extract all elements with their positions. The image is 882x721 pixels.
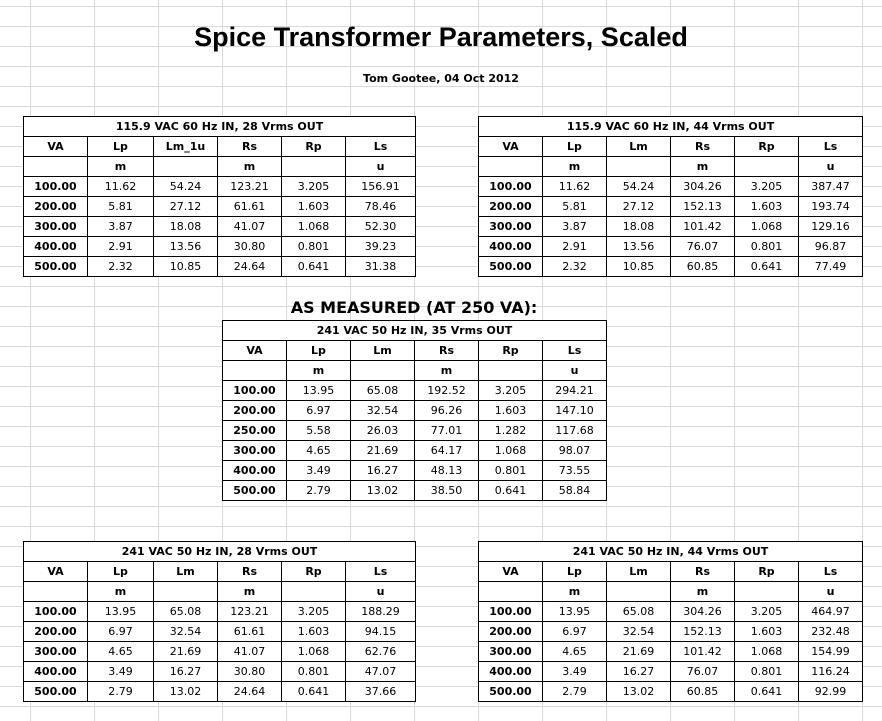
value-cell: 32.54 — [351, 401, 415, 421]
table-row — [24, 682, 416, 702]
column-header: Ls — [346, 562, 416, 582]
table-row — [479, 642, 863, 662]
value-cell: 60.85 — [671, 682, 735, 702]
value-cell: 41.07 — [218, 642, 282, 662]
units-row — [24, 582, 416, 602]
value-cell: 2.79 — [88, 682, 154, 702]
value-cell: 16.27 — [607, 662, 671, 682]
value-cell: 0.801 — [735, 662, 799, 682]
value-cell: 2.91 — [543, 237, 607, 257]
value-cell: 3.87 — [543, 217, 607, 237]
value-cell: 65.08 — [154, 602, 218, 622]
value-cell: 58.84 — [543, 481, 607, 501]
value-cell: 6.97 — [88, 622, 154, 642]
value-cell: 48.13 — [415, 461, 479, 481]
unit-cell: m — [543, 157, 607, 177]
measured-heading: AS MEASURED (AT 250 VA): — [290, 298, 538, 317]
value-cell: 3.205 — [735, 177, 799, 197]
value-cell: 41.07 — [218, 217, 282, 237]
column-header: Lp — [287, 341, 351, 361]
column-header: Rp — [282, 562, 346, 582]
value-cell: 54.24 — [154, 177, 218, 197]
value-cell: 96.87 — [799, 237, 863, 257]
header-row — [479, 562, 863, 582]
table-row — [24, 602, 416, 622]
value-cell: 101.42 — [671, 217, 735, 237]
table-row — [24, 642, 416, 662]
value-cell: 10.85 — [607, 257, 671, 277]
value-cell: 123.21 — [218, 602, 282, 622]
unit-cell — [735, 582, 799, 602]
value-cell: 1.282 — [479, 421, 543, 441]
va-cell: 500.00 — [479, 682, 543, 702]
column-header: Lm_1u — [154, 137, 218, 157]
column-header: Lm — [351, 341, 415, 361]
column-header: VA — [24, 137, 88, 157]
params-table-115v-44v — [478, 116, 863, 277]
value-cell: 1.603 — [282, 622, 346, 642]
va-cell: 500.00 — [479, 257, 543, 277]
value-cell: 0.641 — [479, 481, 543, 501]
value-cell: 116.24 — [799, 662, 863, 682]
value-cell: 26.03 — [351, 421, 415, 441]
value-cell: 77.49 — [799, 257, 863, 277]
value-cell: 94.15 — [346, 622, 416, 642]
column-header: VA — [479, 137, 543, 157]
table-row — [24, 197, 416, 217]
va-cell: 400.00 — [479, 662, 543, 682]
value-cell: 4.65 — [543, 642, 607, 662]
table-row — [24, 177, 416, 197]
page-title: Spice Transformer Parameters, Scaled — [194, 22, 688, 52]
value-cell: 21.69 — [351, 441, 415, 461]
value-cell: 76.07 — [671, 662, 735, 682]
value-cell: 1.603 — [735, 197, 799, 217]
value-cell: 13.95 — [543, 602, 607, 622]
va-cell: 200.00 — [479, 197, 543, 217]
value-cell: 1.603 — [735, 622, 799, 642]
value-cell: 1.068 — [479, 441, 543, 461]
va-cell: 400.00 — [24, 662, 88, 682]
value-cell: 18.08 — [607, 217, 671, 237]
va-cell: 250.00 — [223, 421, 287, 441]
table-row — [24, 662, 416, 682]
table-row — [479, 217, 863, 237]
value-cell: 1.068 — [735, 217, 799, 237]
va-cell: 500.00 — [24, 257, 88, 277]
value-cell: 52.30 — [346, 217, 416, 237]
column-header: Ls — [799, 137, 863, 157]
value-cell: 13.02 — [351, 481, 415, 501]
value-cell: 1.068 — [735, 642, 799, 662]
table-row — [479, 602, 863, 622]
va-cell: 500.00 — [24, 682, 88, 702]
table-caption: 241 VAC 50 Hz IN, 44 Vrms OUT — [479, 542, 863, 562]
value-cell: 2.79 — [543, 682, 607, 702]
value-cell: 31.38 — [346, 257, 416, 277]
value-cell: 101.42 — [671, 642, 735, 662]
unit-cell — [351, 361, 415, 381]
va-cell: 300.00 — [223, 441, 287, 461]
table-row — [223, 421, 607, 441]
unit-cell — [607, 582, 671, 602]
header-row — [223, 341, 607, 361]
header-row — [24, 137, 416, 157]
value-cell: 154.99 — [799, 642, 863, 662]
column-header: Lm — [154, 562, 218, 582]
unit-cell — [607, 157, 671, 177]
unit-cell: m — [88, 582, 154, 602]
value-cell: 32.54 — [607, 622, 671, 642]
value-cell: 30.80 — [218, 237, 282, 257]
va-cell: 200.00 — [479, 622, 543, 642]
value-cell: 1.603 — [282, 197, 346, 217]
value-cell: 152.13 — [671, 622, 735, 642]
table-row — [24, 217, 416, 237]
value-cell: 47.07 — [346, 662, 416, 682]
value-cell: 13.02 — [607, 682, 671, 702]
value-cell: 65.08 — [351, 381, 415, 401]
value-cell: 21.69 — [154, 642, 218, 662]
unit-cell: m — [543, 582, 607, 602]
value-cell: 2.32 — [543, 257, 607, 277]
unit-cell — [282, 157, 346, 177]
va-cell: 100.00 — [479, 602, 543, 622]
value-cell: 13.56 — [607, 237, 671, 257]
va-cell: 100.00 — [24, 177, 88, 197]
value-cell: 13.95 — [88, 602, 154, 622]
value-cell: 11.62 — [543, 177, 607, 197]
table-row — [223, 461, 607, 481]
column-header: Lp — [543, 137, 607, 157]
va-cell: 100.00 — [24, 602, 88, 622]
value-cell: 147.10 — [543, 401, 607, 421]
value-cell: 156.91 — [346, 177, 416, 197]
va-cell: 400.00 — [223, 461, 287, 481]
va-cell: 200.00 — [24, 622, 88, 642]
value-cell: 16.27 — [154, 662, 218, 682]
column-header: Rp — [735, 137, 799, 157]
value-cell: 1.603 — [479, 401, 543, 421]
column-header: Ls — [346, 137, 416, 157]
value-cell: 232.48 — [799, 622, 863, 642]
column-header: Lp — [88, 562, 154, 582]
value-cell: 152.13 — [671, 197, 735, 217]
value-cell: 6.97 — [543, 622, 607, 642]
column-header: Rp — [282, 137, 346, 157]
column-header: Rs — [218, 137, 282, 157]
params-table-measured-241v-35v — [222, 320, 607, 501]
value-cell: 96.26 — [415, 401, 479, 421]
table-row — [223, 401, 607, 421]
value-cell: 304.26 — [671, 177, 735, 197]
table-row — [479, 197, 863, 217]
unit-cell: m — [287, 361, 351, 381]
table-row — [24, 257, 416, 277]
value-cell: 0.641 — [282, 257, 346, 277]
unit-cell — [282, 582, 346, 602]
params-table-115v-28v — [23, 116, 416, 277]
unit-cell — [479, 582, 543, 602]
value-cell: 2.91 — [88, 237, 154, 257]
table-row — [479, 257, 863, 277]
column-header: Ls — [799, 562, 863, 582]
value-cell: 65.08 — [607, 602, 671, 622]
column-header: Rp — [735, 562, 799, 582]
table-row — [479, 237, 863, 257]
column-header: Lm — [607, 562, 671, 582]
value-cell: 76.07 — [671, 237, 735, 257]
column-header: VA — [223, 341, 287, 361]
value-cell: 13.95 — [287, 381, 351, 401]
header-row — [479, 137, 863, 157]
value-cell: 4.65 — [88, 642, 154, 662]
va-cell: 200.00 — [223, 401, 287, 421]
value-cell: 78.46 — [346, 197, 416, 217]
value-cell: 18.08 — [154, 217, 218, 237]
va-cell: 100.00 — [223, 381, 287, 401]
va-cell: 200.00 — [24, 197, 88, 217]
column-header: Rs — [671, 137, 735, 157]
column-header: Rs — [415, 341, 479, 361]
value-cell: 13.02 — [154, 682, 218, 702]
value-cell: 10.85 — [154, 257, 218, 277]
value-cell: 387.47 — [799, 177, 863, 197]
value-cell: 3.49 — [287, 461, 351, 481]
value-cell: 3.205 — [479, 381, 543, 401]
unit-cell: u — [799, 157, 863, 177]
table-row — [24, 622, 416, 642]
units-row — [479, 582, 863, 602]
value-cell: 39.23 — [346, 237, 416, 257]
value-cell: 32.54 — [154, 622, 218, 642]
value-cell: 73.55 — [543, 461, 607, 481]
unit-cell: m — [671, 582, 735, 602]
unit-cell — [479, 157, 543, 177]
value-cell: 60.85 — [671, 257, 735, 277]
value-cell: 64.17 — [415, 441, 479, 461]
value-cell: 304.26 — [671, 602, 735, 622]
unit-cell — [479, 361, 543, 381]
va-cell: 300.00 — [479, 217, 543, 237]
unit-cell — [223, 361, 287, 381]
table-caption: 241 VAC 50 Hz IN, 28 Vrms OUT — [24, 542, 416, 562]
value-cell: 117.68 — [543, 421, 607, 441]
unit-cell: m — [671, 157, 735, 177]
value-cell: 1.068 — [282, 642, 346, 662]
value-cell: 27.12 — [607, 197, 671, 217]
value-cell: 61.61 — [218, 197, 282, 217]
value-cell: 5.81 — [88, 197, 154, 217]
value-cell: 5.58 — [287, 421, 351, 441]
va-cell: 300.00 — [24, 642, 88, 662]
value-cell: 123.21 — [218, 177, 282, 197]
table-row — [223, 381, 607, 401]
value-cell: 188.29 — [346, 602, 416, 622]
params-table-241v-44v — [478, 541, 863, 702]
value-cell: 16.27 — [351, 461, 415, 481]
value-cell: 98.07 — [543, 441, 607, 461]
table-caption: 241 VAC 50 Hz IN, 35 Vrms OUT — [223, 321, 607, 341]
unit-cell — [154, 582, 218, 602]
params-table-241v-28v — [23, 541, 416, 702]
table-caption: 115.9 VAC 60 Hz IN, 44 Vrms OUT — [479, 117, 863, 137]
value-cell: 37.66 — [346, 682, 416, 702]
value-cell: 62.76 — [346, 642, 416, 662]
value-cell: 192.52 — [415, 381, 479, 401]
value-cell: 38.50 — [415, 481, 479, 501]
value-cell: 129.16 — [799, 217, 863, 237]
column-header: Lp — [88, 137, 154, 157]
units-row — [223, 361, 607, 381]
table-row — [479, 682, 863, 702]
value-cell: 77.01 — [415, 421, 479, 441]
value-cell: 2.32 — [88, 257, 154, 277]
author-line: Tom Gootee, 04 Oct 2012 — [363, 72, 519, 85]
value-cell: 1.068 — [282, 217, 346, 237]
value-cell: 30.80 — [218, 662, 282, 682]
va-cell: 500.00 — [223, 481, 287, 501]
unit-cell: m — [218, 157, 282, 177]
unit-cell: u — [346, 582, 416, 602]
column-header: Rp — [479, 341, 543, 361]
unit-cell — [24, 582, 88, 602]
value-cell: 3.205 — [282, 177, 346, 197]
column-header: Lp — [543, 562, 607, 582]
value-cell: 21.69 — [607, 642, 671, 662]
value-cell: 294.21 — [543, 381, 607, 401]
units-row — [24, 157, 416, 177]
value-cell: 0.641 — [735, 682, 799, 702]
value-cell: 0.801 — [282, 662, 346, 682]
value-cell: 193.74 — [799, 197, 863, 217]
value-cell: 27.12 — [154, 197, 218, 217]
value-cell: 5.81 — [543, 197, 607, 217]
unit-cell — [735, 157, 799, 177]
va-cell: 400.00 — [479, 237, 543, 257]
value-cell: 3.49 — [543, 662, 607, 682]
unit-cell — [24, 157, 88, 177]
value-cell: 2.79 — [287, 481, 351, 501]
va-cell: 100.00 — [479, 177, 543, 197]
value-cell: 92.99 — [799, 682, 863, 702]
value-cell: 0.801 — [735, 237, 799, 257]
value-cell: 6.97 — [287, 401, 351, 421]
unit-cell: u — [346, 157, 416, 177]
table-row — [223, 441, 607, 461]
value-cell: 4.65 — [287, 441, 351, 461]
unit-cell: m — [415, 361, 479, 381]
unit-cell — [154, 157, 218, 177]
table-row — [479, 177, 863, 197]
header-row — [24, 562, 416, 582]
table-row — [479, 662, 863, 682]
value-cell: 3.205 — [282, 602, 346, 622]
column-header: Rs — [218, 562, 282, 582]
value-cell: 0.801 — [479, 461, 543, 481]
value-cell: 11.62 — [88, 177, 154, 197]
value-cell: 3.49 — [88, 662, 154, 682]
va-cell: 300.00 — [479, 642, 543, 662]
value-cell: 24.64 — [218, 682, 282, 702]
table-row — [24, 237, 416, 257]
value-cell: 54.24 — [607, 177, 671, 197]
value-cell: 13.56 — [154, 237, 218, 257]
column-header: Rs — [671, 562, 735, 582]
column-header: VA — [24, 562, 88, 582]
column-header: Lm — [607, 137, 671, 157]
unit-cell: m — [88, 157, 154, 177]
value-cell: 0.641 — [282, 682, 346, 702]
va-cell: 300.00 — [24, 217, 88, 237]
value-cell: 24.64 — [218, 257, 282, 277]
value-cell: 3.87 — [88, 217, 154, 237]
value-cell: 0.801 — [282, 237, 346, 257]
value-cell: 3.205 — [735, 602, 799, 622]
table-row — [223, 481, 607, 501]
unit-cell: m — [218, 582, 282, 602]
units-row — [479, 157, 863, 177]
value-cell: 464.97 — [799, 602, 863, 622]
table-row — [479, 622, 863, 642]
unit-cell: u — [543, 361, 607, 381]
column-header: Ls — [543, 341, 607, 361]
va-cell: 400.00 — [24, 237, 88, 257]
column-header: VA — [479, 562, 543, 582]
value-cell: 61.61 — [218, 622, 282, 642]
value-cell: 0.641 — [735, 257, 799, 277]
table-caption: 115.9 VAC 60 Hz IN, 28 Vrms OUT — [24, 117, 416, 137]
unit-cell: u — [799, 582, 863, 602]
